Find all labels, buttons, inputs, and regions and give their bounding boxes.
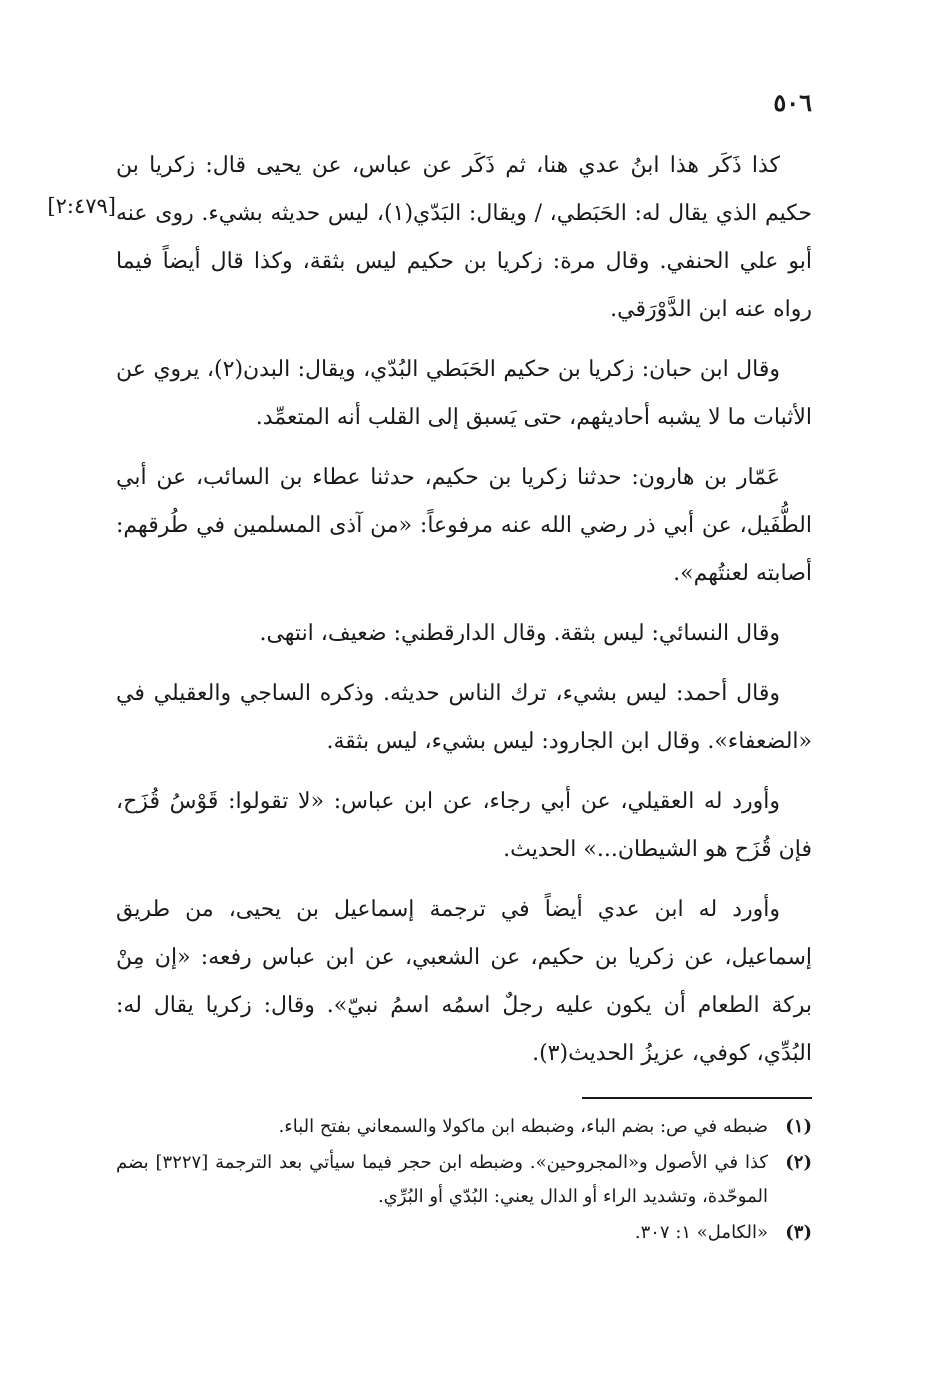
page-number: ٥٠٦	[773, 88, 812, 117]
footnote	[116, 1110, 812, 1144]
paragraph: وقال ابن حبان: زكريا بن حكيم الحَبَطي البُدّي، ويقال: البدن(٢)، يروي عن الأثبات ما لا يشبه أحاديثهم، حتى يَسبق إلى القلب أنه المتعمِّد.	[116, 357, 812, 430]
footnote-text: «الكامل» ١: ٣٠٧.	[634, 1222, 768, 1243]
footnote-number: (١)	[785, 1116, 812, 1137]
footnote-text: ضبطه في ص: بضم الباء، وضبطه ابن ماكولا والسمعاني بفتح الباء.	[278, 1116, 768, 1137]
footnote-divider	[582, 1097, 812, 1099]
paragraph: عَمّار بن هارون: حدثنا زكريا بن حكيم، حدثنا عطاء بن السائب، عن أبي الطُّفَيل، عن أبي ذر رضي الله عنه مرفوعاً: «من آذى المسلمين في طُرقهم: أصابته لعنتُهم».	[116, 465, 812, 586]
footnote	[116, 1216, 812, 1250]
main-text	[116, 142, 812, 1090]
margin-reference: [٢:٤٧٩]	[47, 194, 116, 218]
paragraph: وقال النسائي: ليس بثقة. وقال الدارقطني: ضعيف، انتهى.	[259, 621, 780, 646]
paragraph: وأورد له ابن عدي أيضاً في ترجمة إسماعيل بن يحيى، من طريق إسماعيل، عن زكريا بن حكيم، عن الشعبي، عن ابن عباس رفعه: «إن مِنْ بركة الطعام أن يكون عليه رجلٌ اسمُه اسمُ نبيّ». وقال: زكريا يقال له: البُدِّي، كوفي، عزيزُ الحديث(٣).	[116, 897, 812, 1066]
paragraph: وقال أحمد: ليس بشيء، ترك الناس حديثه. وذكره الساجي والعقيلي في «الضعفاء». وقال ابن الجارود: ليس بشيء، ليس بثقة.	[116, 681, 812, 754]
footnote-number: (٣)	[785, 1222, 812, 1243]
footnote-text: كذا في الأصول و«المجروحين». وضبطه ابن حجر فيما سيأتي بعد الترجمة [٣٢٢٧] بضم الموحّدة، وتشديد الراء أو الدال يعني: البُدّي أو البُرِّي.	[116, 1152, 768, 1207]
footnotes	[116, 1110, 812, 1252]
footnote-number: (٢)	[785, 1152, 812, 1173]
paragraph: وأورد له العقيلي، عن أبي رجاء، عن ابن عباس: «لا تقولوا: قَوْسُ قُزَح، فإن قُزَح هو الشيطان...» الحديث.	[116, 789, 812, 862]
paragraph: كذا ذَكَر هذا ابنُ عدي هنا، ثم ذَكَر عن عباس، عن يحيى قال: زكريا بن حكيم الذي يقال له: الحَبَطي، / ويقال: البَدّي(١)، ليس حديثه بشيء. روى عنه أبو علي الحنفي. وقال مرة: زكريا بن حكيم ليس بثقة، وكذا قال أيضاً فيما رواه عنه ابن الدَّوْرَقي.	[116, 153, 812, 322]
footnote	[116, 1146, 812, 1214]
